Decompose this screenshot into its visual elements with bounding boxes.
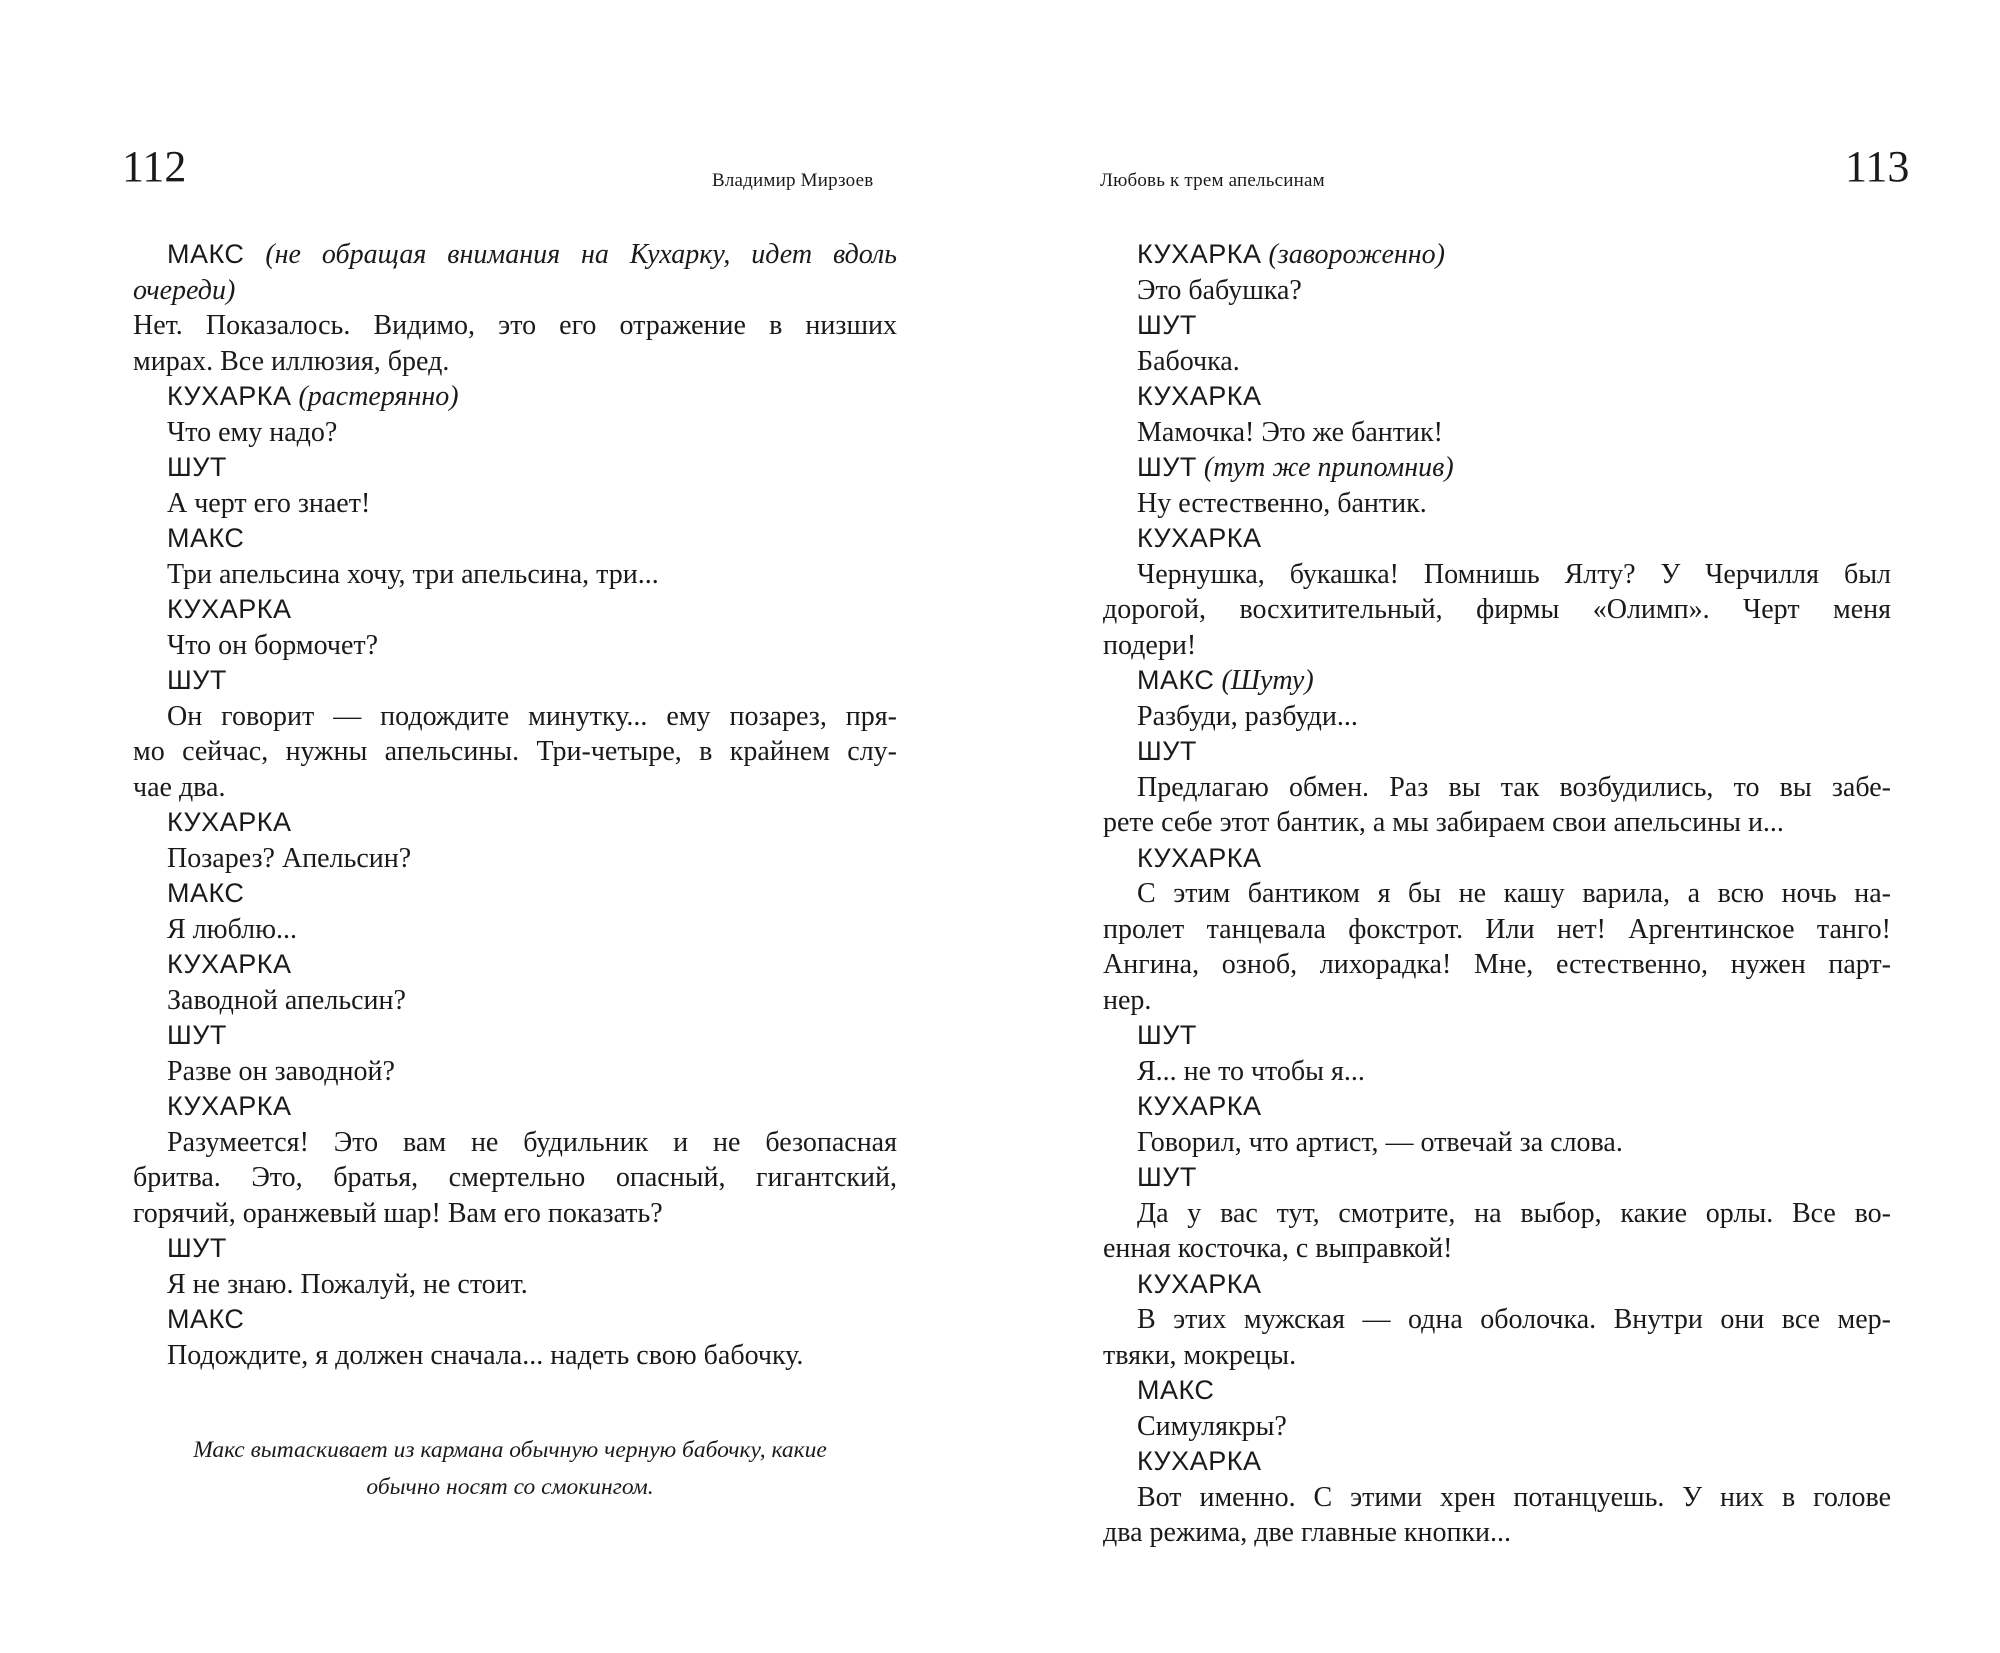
speaker-name: ШУТ bbox=[167, 665, 227, 695]
speaker-name: КУХАРКА bbox=[1137, 842, 1262, 873]
speaker-name: КУХАРКА bbox=[1137, 381, 1262, 411]
character-cue bbox=[1103, 1018, 1891, 1054]
speaker-name: МАКС bbox=[167, 239, 245, 269]
character-cue bbox=[133, 379, 897, 415]
right-page bbox=[1000, 0, 2000, 1653]
character-cue bbox=[133, 876, 897, 912]
character-cue bbox=[1103, 1444, 1891, 1480]
dialogue-line: Я люблю... bbox=[167, 913, 298, 945]
speaker-name: КУХАРКА bbox=[1137, 1268, 1262, 1299]
dialogue-line: подери! bbox=[1103, 629, 1197, 661]
dialogue-line: пролет танцевала фокстрот. Или нет! Аргентинское танго! bbox=[1103, 913, 1891, 945]
dialogue-line: Разве он заводной? bbox=[167, 1055, 395, 1087]
character-cue bbox=[133, 663, 897, 699]
dialogue-line: рете себе этот бантик, а мы забираем свои апельсины и... bbox=[1103, 807, 1784, 838]
dialogue-line: нер. bbox=[1103, 984, 1152, 1016]
page-number: 112 bbox=[122, 142, 187, 191]
dialogue-line: Ангина, озноб, лихорадка! Мне, естественно, нужен парт- bbox=[1103, 949, 1891, 980]
speaker-name: ШУТ bbox=[1137, 1162, 1197, 1192]
dialogue-line: твяки, мокрецы. bbox=[1103, 1339, 1297, 1371]
character-cue bbox=[1103, 663, 1891, 699]
running-head-author: Владимир Мирзоев bbox=[712, 170, 874, 191]
character-cue bbox=[133, 1231, 897, 1267]
character-cue bbox=[133, 592, 897, 628]
play-text-column bbox=[1103, 237, 1891, 1551]
dialogue-line: Позарез? Апельсин? bbox=[167, 842, 412, 874]
character-cue bbox=[133, 947, 897, 983]
speaker-name: КУХАРКА bbox=[167, 949, 292, 979]
character-cue bbox=[1103, 450, 1891, 486]
dialogue-line: Разбуди, разбуди... bbox=[1137, 700, 1358, 732]
dialogue-line: Это бабушка? bbox=[1137, 274, 1302, 306]
character-cue bbox=[1103, 379, 1891, 415]
dialogue-line: Бабочка. bbox=[1137, 345, 1240, 377]
character-cue bbox=[1103, 841, 1891, 877]
speaker-name: ШУТ bbox=[167, 1020, 227, 1050]
character-cue bbox=[1103, 734, 1891, 770]
speaker-name: МАКС bbox=[1137, 1375, 1215, 1405]
page-number: 113 bbox=[1845, 142, 1910, 191]
dialogue-line: Что ему надо? bbox=[167, 416, 338, 448]
character-cue bbox=[133, 450, 897, 486]
speaker-name: ШУТ bbox=[1137, 736, 1197, 766]
dialogue-line: Подождите, я должен сначала... надеть свою бабочку. bbox=[167, 1339, 804, 1371]
stage-note: (завороженно) bbox=[1268, 239, 1445, 270]
speaker-name: КУХАРКА bbox=[1137, 239, 1262, 269]
dialogue-line: Разумеется! Это вам не будильник и не безопасная bbox=[167, 1126, 897, 1158]
dialogue-line: бритва. Это, братья, смертельно опасный, гигантский, bbox=[133, 1162, 897, 1193]
stage-direction-line: Макс вытаскивает из кармана обычную черную бабочку, какие bbox=[193, 1437, 827, 1463]
character-cue bbox=[133, 521, 897, 557]
speaker-name: ШУТ bbox=[167, 1233, 227, 1263]
character-cue bbox=[1103, 521, 1891, 557]
stage-direction-line: обычно носят со смокингом. bbox=[366, 1474, 654, 1500]
character-cue bbox=[1103, 237, 1891, 273]
stage-note: (Шуту) bbox=[1221, 665, 1314, 696]
dialogue-line: Он говорит — подождите минутку... ему позарез, пря- bbox=[167, 700, 897, 732]
dialogue-line: Нет. Показалось. Видимо, это его отражение в низших bbox=[133, 310, 897, 341]
speaker-name: КУХАРКА bbox=[167, 594, 292, 624]
speaker-name: МАКС bbox=[167, 878, 245, 908]
stage-note-continuation: очереди) bbox=[133, 274, 236, 306]
dialogue-line: Симулякры? bbox=[1137, 1410, 1287, 1442]
dialogue-line: Три апельсина хочу, три апельсина, три... bbox=[167, 558, 659, 590]
dialogue-line: горячий, оранжевый шар! Вам его показать? bbox=[133, 1197, 663, 1229]
play-text-column bbox=[133, 237, 897, 1373]
dialogue-line: А черт его знает! bbox=[167, 487, 371, 519]
stage-note: (растерянно) bbox=[298, 381, 459, 412]
speaker-name: КУХАРКА bbox=[167, 1091, 292, 1121]
dialogue-line: Предлагаю обмен. Раз вы так возбудились, то вы забе- bbox=[1137, 771, 1891, 803]
dialogue-line: Мамочка! Это же бантик! bbox=[1137, 416, 1443, 448]
dialogue-line: Я не знаю. Пожалуй, не стоит. bbox=[167, 1268, 528, 1300]
dialogue-line: Да у вас тут, смотрите, на выбор, какие орлы. Все во- bbox=[1137, 1197, 1891, 1229]
dialogue-line: В этих мужская — одна оболочка. Внутри они все мер- bbox=[1137, 1304, 1891, 1335]
dialogue-line: Что он бормочет? bbox=[167, 629, 379, 661]
speaker-name: КУХАРКА bbox=[1137, 1091, 1262, 1121]
dialogue-line: С этим бантиком я бы не кашу варила, а всю ночь на- bbox=[1137, 878, 1891, 909]
stage-note: (тут же припомнив) bbox=[1203, 452, 1454, 483]
character-cue bbox=[133, 237, 897, 273]
speaker-name: КУХАРКА bbox=[1137, 1446, 1262, 1476]
dialogue-line: Говорил, что артист, — отвечай за слова. bbox=[1137, 1126, 1623, 1158]
speaker-name: КУХАРКА bbox=[167, 807, 292, 837]
dialogue-line: Ну естественно, бантик. bbox=[1137, 487, 1427, 519]
character-cue bbox=[133, 805, 897, 841]
dialogue-line: мирах. Все иллюзия, бред. bbox=[133, 345, 450, 377]
dialogue-line: Чернушка, букашка! Помнишь Ялту? У Черчилля был bbox=[1137, 558, 1891, 590]
speaker-name: ШУТ bbox=[167, 452, 227, 482]
character-cue bbox=[133, 1018, 897, 1054]
stage-direction bbox=[120, 1432, 900, 1506]
running-head-title: Любовь к трем апельсинам bbox=[1100, 170, 1325, 191]
character-cue bbox=[1103, 1373, 1891, 1409]
speaker-name: ШУТ bbox=[1137, 310, 1197, 340]
character-cue bbox=[133, 1089, 897, 1125]
character-cue bbox=[133, 1302, 897, 1338]
character-cue bbox=[1103, 1089, 1891, 1125]
dialogue-line: чае два. bbox=[133, 771, 226, 803]
dialogue-line: енная косточка, с выправкой! bbox=[1103, 1233, 1453, 1264]
dialogue-line: два режима, две главные кнопки... bbox=[1103, 1517, 1512, 1548]
stage-note: (не обращая внимания на Кухарку, идет вдоль bbox=[265, 239, 897, 270]
character-cue bbox=[1103, 1160, 1891, 1196]
dialogue-line: Вот именно. С этими хрен потанцуешь. У них в голове bbox=[1137, 1481, 1891, 1513]
dialogue-line: Я... не то чтобы я... bbox=[1137, 1055, 1365, 1087]
speaker-name: ШУТ bbox=[1137, 1020, 1197, 1050]
dialogue-line: мо сейчас, нужны апельсины. Три-четыре, в крайнем слу- bbox=[133, 736, 897, 767]
speaker-name: МАКС bbox=[1137, 665, 1215, 695]
dialogue-line: Заводной апельсин? bbox=[167, 984, 406, 1016]
speaker-name: ШУТ bbox=[1137, 452, 1197, 482]
character-cue bbox=[1103, 308, 1891, 344]
speaker-name: КУХАРКА bbox=[167, 381, 292, 411]
speaker-name: КУХАРКА bbox=[1137, 523, 1262, 553]
speaker-name: МАКС bbox=[167, 1304, 245, 1334]
speaker-name: МАКС bbox=[167, 523, 245, 553]
character-cue bbox=[1103, 1267, 1891, 1303]
dialogue-line: дорогой, восхитительный, фирмы «Олимп». Черт меня bbox=[1103, 594, 1891, 625]
